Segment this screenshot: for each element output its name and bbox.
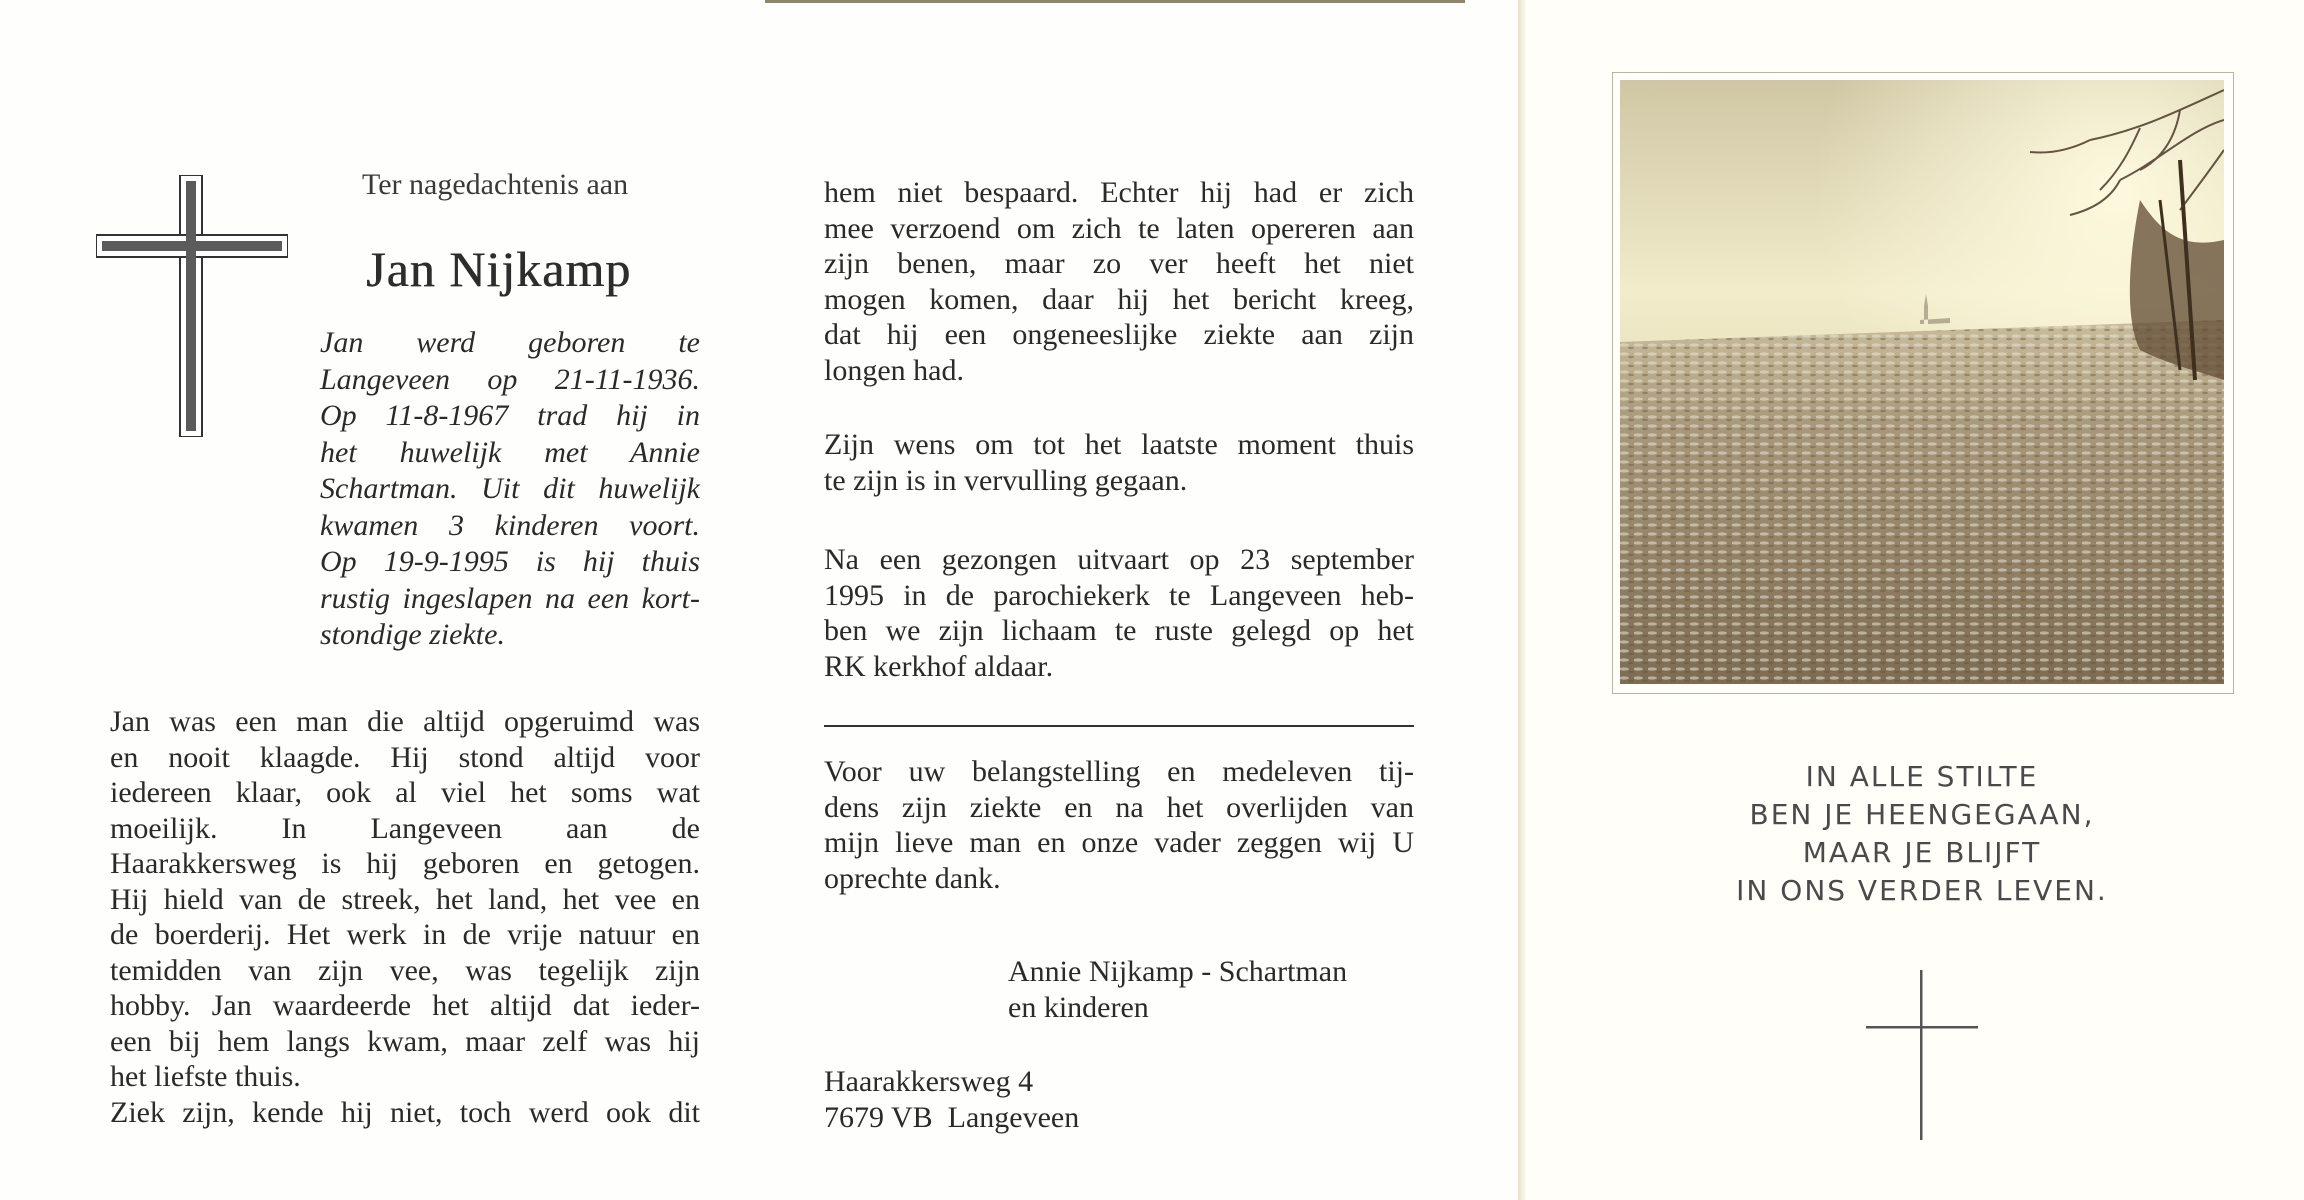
bio-line: het huwelijk met Annie <box>320 435 700 469</box>
bio-line: kwamen 3 kinderen voort. <box>320 508 700 542</box>
landscape-photo <box>1620 80 2224 684</box>
text-line: Ziek zijn, kende hij niet, toch werd ook dit <box>110 1095 700 1129</box>
signature-line: en kinderen <box>1008 991 1149 1024</box>
intro-text: Ter nagedachtenis aan <box>362 168 629 201</box>
cross-icon <box>1866 970 1978 1140</box>
text-line: mee verzoend om zich te laten opereren aan <box>824 211 1414 245</box>
column-1-text <box>110 704 700 1130</box>
text-line: hem niet bespaard. Echter hij had er zich <box>824 176 1414 209</box>
text-line: hobby. Jan waardeerde het altijd dat ieder- <box>110 989 700 1022</box>
verse-line: BEN JE HEENGEGAAN, <box>1749 798 2095 831</box>
memorial-verse <box>1620 758 2224 910</box>
text-line: Zijn wens om tot het laatste moment thuis <box>824 428 1414 461</box>
biography-italic <box>320 325 700 654</box>
top-edge-line <box>765 0 1465 3</box>
bio-line: Op 11-8-1967 trad hij in <box>320 399 700 432</box>
text-line: dat hij een ongeneeslijke ziekte aan zijn <box>824 318 1414 351</box>
address-line: Haarakkersweg 4 <box>824 1065 1034 1098</box>
signature <box>1008 954 1347 1026</box>
text-line: Jan was een man die altijd opgeruimd was <box>110 705 700 738</box>
text-line: een bij hem langs kwam, maar zelf was hij <box>110 1024 700 1058</box>
text-line: temidden van zijn vee, was tegelijk zijn <box>110 953 700 987</box>
cross-icon <box>96 175 288 437</box>
text-line: zijn benen, maar zo ver heeft het niet <box>824 247 1414 280</box>
text-line: 1995 in de parochiekerk te Langeveen heb- <box>824 578 1414 612</box>
column-2-funeral-text <box>824 542 1414 684</box>
bio-line: Langeveen op 21-11-1936. <box>320 362 700 396</box>
text-line: oprechte dank. <box>824 861 1001 895</box>
deceased-name: Jan Nijkamp <box>366 241 632 297</box>
column-2-illness-text <box>824 175 1414 388</box>
bio-line: stondige ziekte. <box>320 618 505 651</box>
signature-line: Annie Nijkamp - Schartman <box>1008 955 1348 988</box>
verse-line: IN ALLE STILTE <box>1805 760 2039 793</box>
bio-line: Jan werd geboren te <box>320 326 700 359</box>
text-line: iedereen klaar, ook al viel het soms wat <box>110 776 700 809</box>
bio-line: rustig ingeslapen na een kort- <box>320 581 700 615</box>
verse-line: IN ONS VERDER LEVEN. <box>1736 874 2108 907</box>
address <box>824 1064 1079 1136</box>
thanks-text <box>824 754 1414 896</box>
text-line: Voor uw belangstelling en medeleven tij- <box>824 755 1414 788</box>
column-2-wish-text <box>824 427 1414 498</box>
text-line: mogen komen, daar hij het bericht kreeg, <box>824 282 1414 316</box>
text-line: te zijn is in vervulling gegaan. <box>824 463 1188 497</box>
card-fold <box>1518 0 1526 1200</box>
address-line: 7679 VB Langeveen <box>824 1101 1080 1134</box>
bio-line: Schartman. Uit dit huwelijk <box>320 472 700 505</box>
text-line: RK kerkhof aldaar. <box>824 649 1054 683</box>
text-line: dens zijn ziekte en na het overlijden van <box>824 790 1414 824</box>
text-line: en nooit klaagde. Hij stond altijd voor <box>110 740 700 774</box>
bio-line: Op 19-9-1995 is hij thuis <box>320 545 700 578</box>
text-line: mijn lieve man en onze vader zeggen wij U <box>824 826 1414 859</box>
text-line: moeilijk. In Langeveen aan de <box>110 811 700 845</box>
text-line: de boerderij. Het werk in de vrije natuur en <box>110 918 700 951</box>
verse-line: MAAR JE BLIJFT <box>1802 836 2042 869</box>
text-line: Na een gezongen uitvaart op 23 september <box>824 543 1414 576</box>
divider <box>824 725 1414 727</box>
text-line: ben we zijn lichaam te ruste gelegd op het <box>824 614 1414 647</box>
text-line: Haarakkersweg is hij geboren en getogen. <box>110 847 700 880</box>
text-line: Hij hield van de streek, het land, het vee en <box>110 882 700 916</box>
text-line: longen had. <box>824 353 964 387</box>
text-line: het liefste thuis. <box>110 1060 301 1093</box>
